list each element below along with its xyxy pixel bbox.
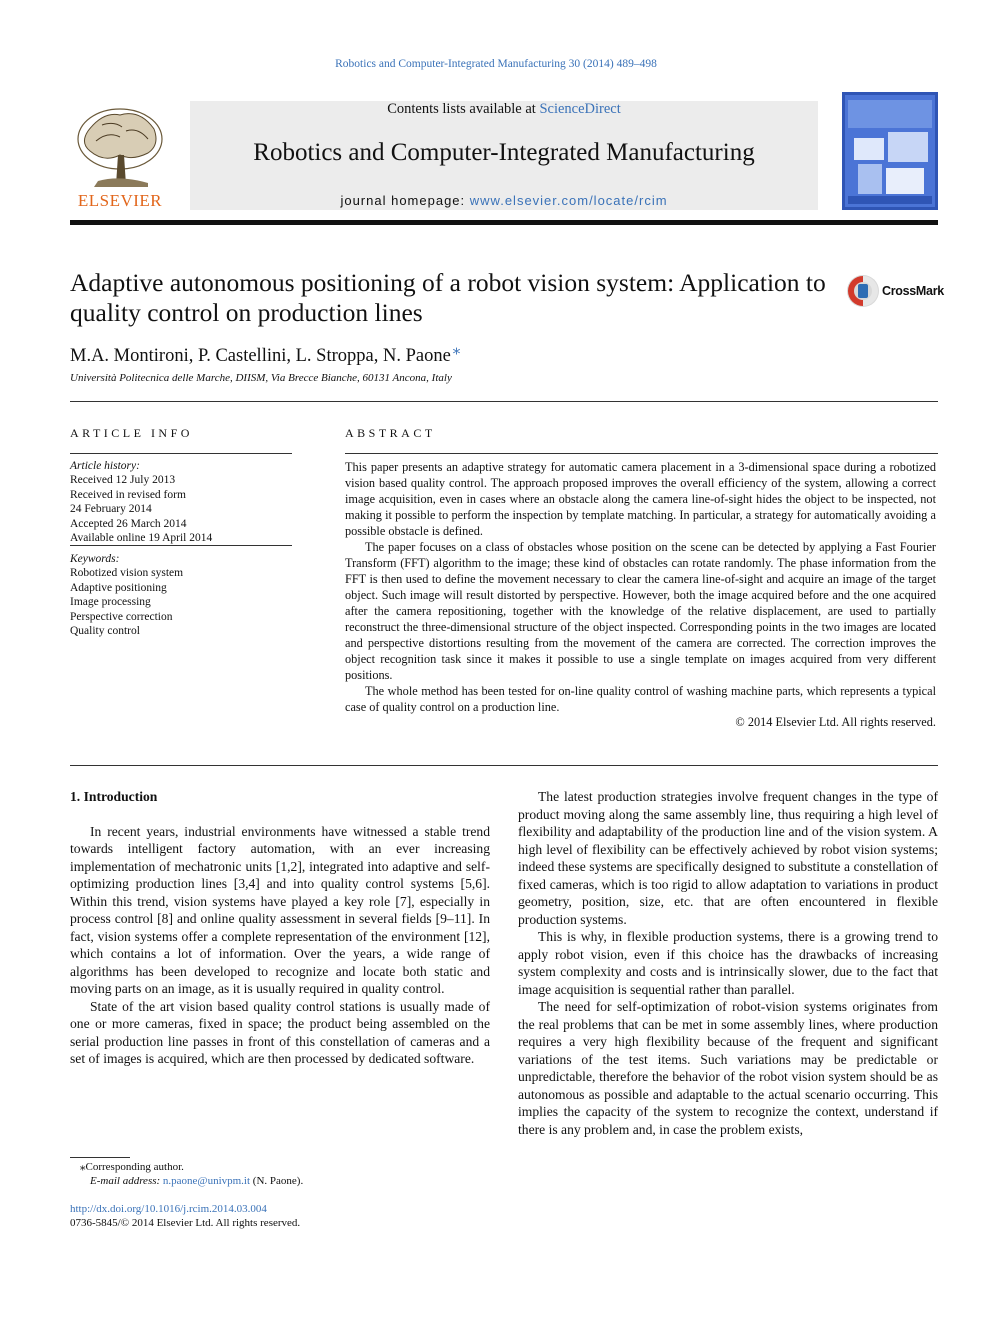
body-paragraph: This is why, in flexible production systems, there is a growing trend to apply robot vision, even if this choice has the drawbacks of increasing system complexity and costs and is intrinsically slower, due to the fact that image acquisition is sequential rather than parallel. (518, 929, 938, 997)
abstract-paragraph: This paper presents an adaptive strategy for automatic camera placement in a 3-dimensional space during a robotized vision based quality control. The approach proposed improves the overall efficiency of the system, allowing a correct image acquisition, even in cases where an obstacle along the camera line-of-sight hides the object to be inspected, not making it possible to perform the inspection by template matching. In particular, a strategy for automatically avoiding a possible obstacle is defined. (345, 460, 936, 538)
affiliation: Università Politecnica delle Marche, DIISM, Via Brecce Bianche, 60131 Ancona, Italy (70, 372, 452, 384)
history-received: Received 12 July 2013 (70, 474, 176, 487)
abstract-rule (345, 453, 938, 454)
header-divider (70, 401, 938, 402)
crossmark-badge[interactable] (846, 274, 942, 310)
issn-line: 0736-5845/© 2014 Elsevier Ltd. All rights reserved. (70, 1217, 301, 1229)
keyword-item: Quality control (70, 625, 140, 638)
keywords-block (70, 552, 292, 638)
doi-block (70, 1202, 490, 1230)
crossmark-icon (846, 274, 880, 308)
journal-reference[interactable]: Robotics and Computer-Integrated Manufacturing 30 (2014) 489–498 (335, 58, 657, 70)
email-footnote (70, 1174, 490, 1188)
body-paragraph: The latest production strategies involve frequent changes in the type of product moving along the same assembly line, thus requiring a high level of flexibility and adaptability of the production line and of the vision system. A high level of flexibility can be effectively achieved by robot vision systems; indeed these systems are specifically designed to substitute a constellation of fixed cameras, which is too rigid to allow adaptation to variations in product geometry, position, size, etc. that are often encountered in flexible production systems. (518, 789, 938, 927)
article-info-heading: ARTICLE INFO (70, 426, 193, 440)
publisher-name: ELSEVIER (77, 191, 163, 210)
journal-homepage (190, 193, 818, 208)
email-suffix: (N. Paone). (250, 1175, 304, 1187)
abstract-heading: ABSTRACT (345, 426, 436, 440)
crossmark-label: CrossMark (882, 284, 944, 298)
homepage-prefix: journal homepage: (340, 193, 470, 208)
history-accepted: Accepted 26 March 2014 (70, 517, 187, 530)
contents-prefix: Contents lists available at (387, 101, 540, 117)
doi-link[interactable]: http://dx.doi.org/10.1016/j.rcim.2014.03.004 (70, 1203, 267, 1215)
journal-cover-icon (842, 92, 938, 210)
keyword-item: Image processing (70, 596, 151, 609)
abstract-copyright: © 2014 Elsevier Ltd. All rights reserved. (735, 715, 936, 729)
abstract-paragraph: The whole method has been tested for on-line quality control of washing machine parts, which represents a typical case of quality control on a production line. (345, 684, 936, 714)
corresponding-label: Corresponding author. (85, 1161, 184, 1173)
contents-line (190, 101, 818, 118)
footnote-mark: ⁎ (80, 1161, 86, 1173)
article-history (70, 459, 292, 545)
journal-title: Robotics and Computer-Integrated Manufacturing (253, 139, 755, 166)
history-revised-date: 24 February 2014 (70, 503, 152, 516)
keywords-label: Keywords: (70, 553, 120, 565)
footnote-block (70, 1160, 490, 1188)
body-paragraph: The need for self-optimization of robot-vision systems originates from the real problems that can be met in some assembly lines, where production requires a very high flexibility because of the frequent and significant variations of the test items. Such variations may be predictable or unpredictable, therefore the behavior of the robot vision system should be as autonomous as possible and adaptable to the actual scenario occurring. This implies the capacity of the system to recognize the context, understand if there is any problem and, in case the problem exists, (518, 999, 938, 1137)
sciencedirect-link[interactable]: ScienceDirect (539, 101, 621, 117)
keyword-item: Perspective correction (70, 610, 173, 623)
body-left-column (70, 788, 490, 1068)
body-paragraph: State of the art vision based quality control stations is usually made of one or more cameras, fixed in space; the product being assembled on the serial production line passes in front of this constellation of cameras and a set of images is acquired, which are then processed by dedicated software. (70, 998, 490, 1066)
homepage-link[interactable]: www.elsevier.com/locate/rcim (469, 193, 668, 208)
journal-cover-thumbnail[interactable] (842, 92, 938, 210)
keyword-item: Adaptive positioning (70, 581, 167, 594)
abstract-text (345, 459, 936, 730)
history-revised-label: Received in revised form (70, 488, 186, 501)
authors-names: M.A. Montironi, P. Castellini, L. Stroppa, N. Paone (70, 346, 451, 367)
article-info-rule (70, 453, 292, 454)
history-online: Available online 19 April 2014 (70, 532, 213, 545)
history-label: Article history: (70, 460, 140, 472)
corresponding-footnote (70, 1160, 490, 1174)
body-paragraph: In recent years, industrial environments have witnessed a stable trend towards intelligent factory automation, with an ever increasing implementation of mechatronic units [1,2], integrated into adaptive and self-optimizing production lines [3,4] and into quality control systems [5,6]. Within this trend, vision systems have played a key role [7], especially in process control [8] and online quality assessment in several fields [9–11]. In fact, vision systems offer a complete representation of the environment [12], which contains a lot of information. Over the years, a wide range of algorithms has been developed to recognize and locate both static and moving parts on an image, as it is usually required in quality control. (70, 823, 490, 996)
body-right-column (518, 788, 938, 1138)
corresponding-author-mark[interactable]: ⁎ (452, 342, 461, 358)
elsevier-logo (68, 101, 172, 211)
article-title: Adaptive autonomous positioning of a robot vision system: Application to quality control on production lines (70, 268, 826, 327)
section-heading: 1. Introduction (70, 789, 158, 804)
masthead-divider (70, 220, 938, 225)
keywords-rule (70, 545, 292, 546)
author-list (70, 340, 460, 367)
abstract-divider (70, 765, 938, 766)
email-label: E-mail address: (90, 1175, 163, 1187)
abstract-paragraph: The paper focuses on a class of obstacles whose position on the scene can be detected by applying a Fast Fourier Transform (FFT) algorithm to the image; these kind of obstacles can rotate randomly. The phase information from the FFT is then used to define the movement necessary to clear the camera line-of-sight and acquire an image of the target object. Such image will result distorted by perspective. However, both the image acquired before and the one acquired after the camera repositioning, together with the knowledge of the relative displacement, are used to partially reconstruct the three-dimensional structure of the object inspected. Corresponding points in the two images are located and perspective distortions resulting from the movement of the camera are corrected. The correction improves the object recognition task since it makes it possible to use a single template on images acquired from very different positions. (345, 540, 936, 682)
footnote-rule (70, 1157, 130, 1158)
email-link[interactable]: n.paone@univpm.it (162, 1175, 251, 1187)
keyword-item: Robotized vision system (70, 567, 184, 580)
